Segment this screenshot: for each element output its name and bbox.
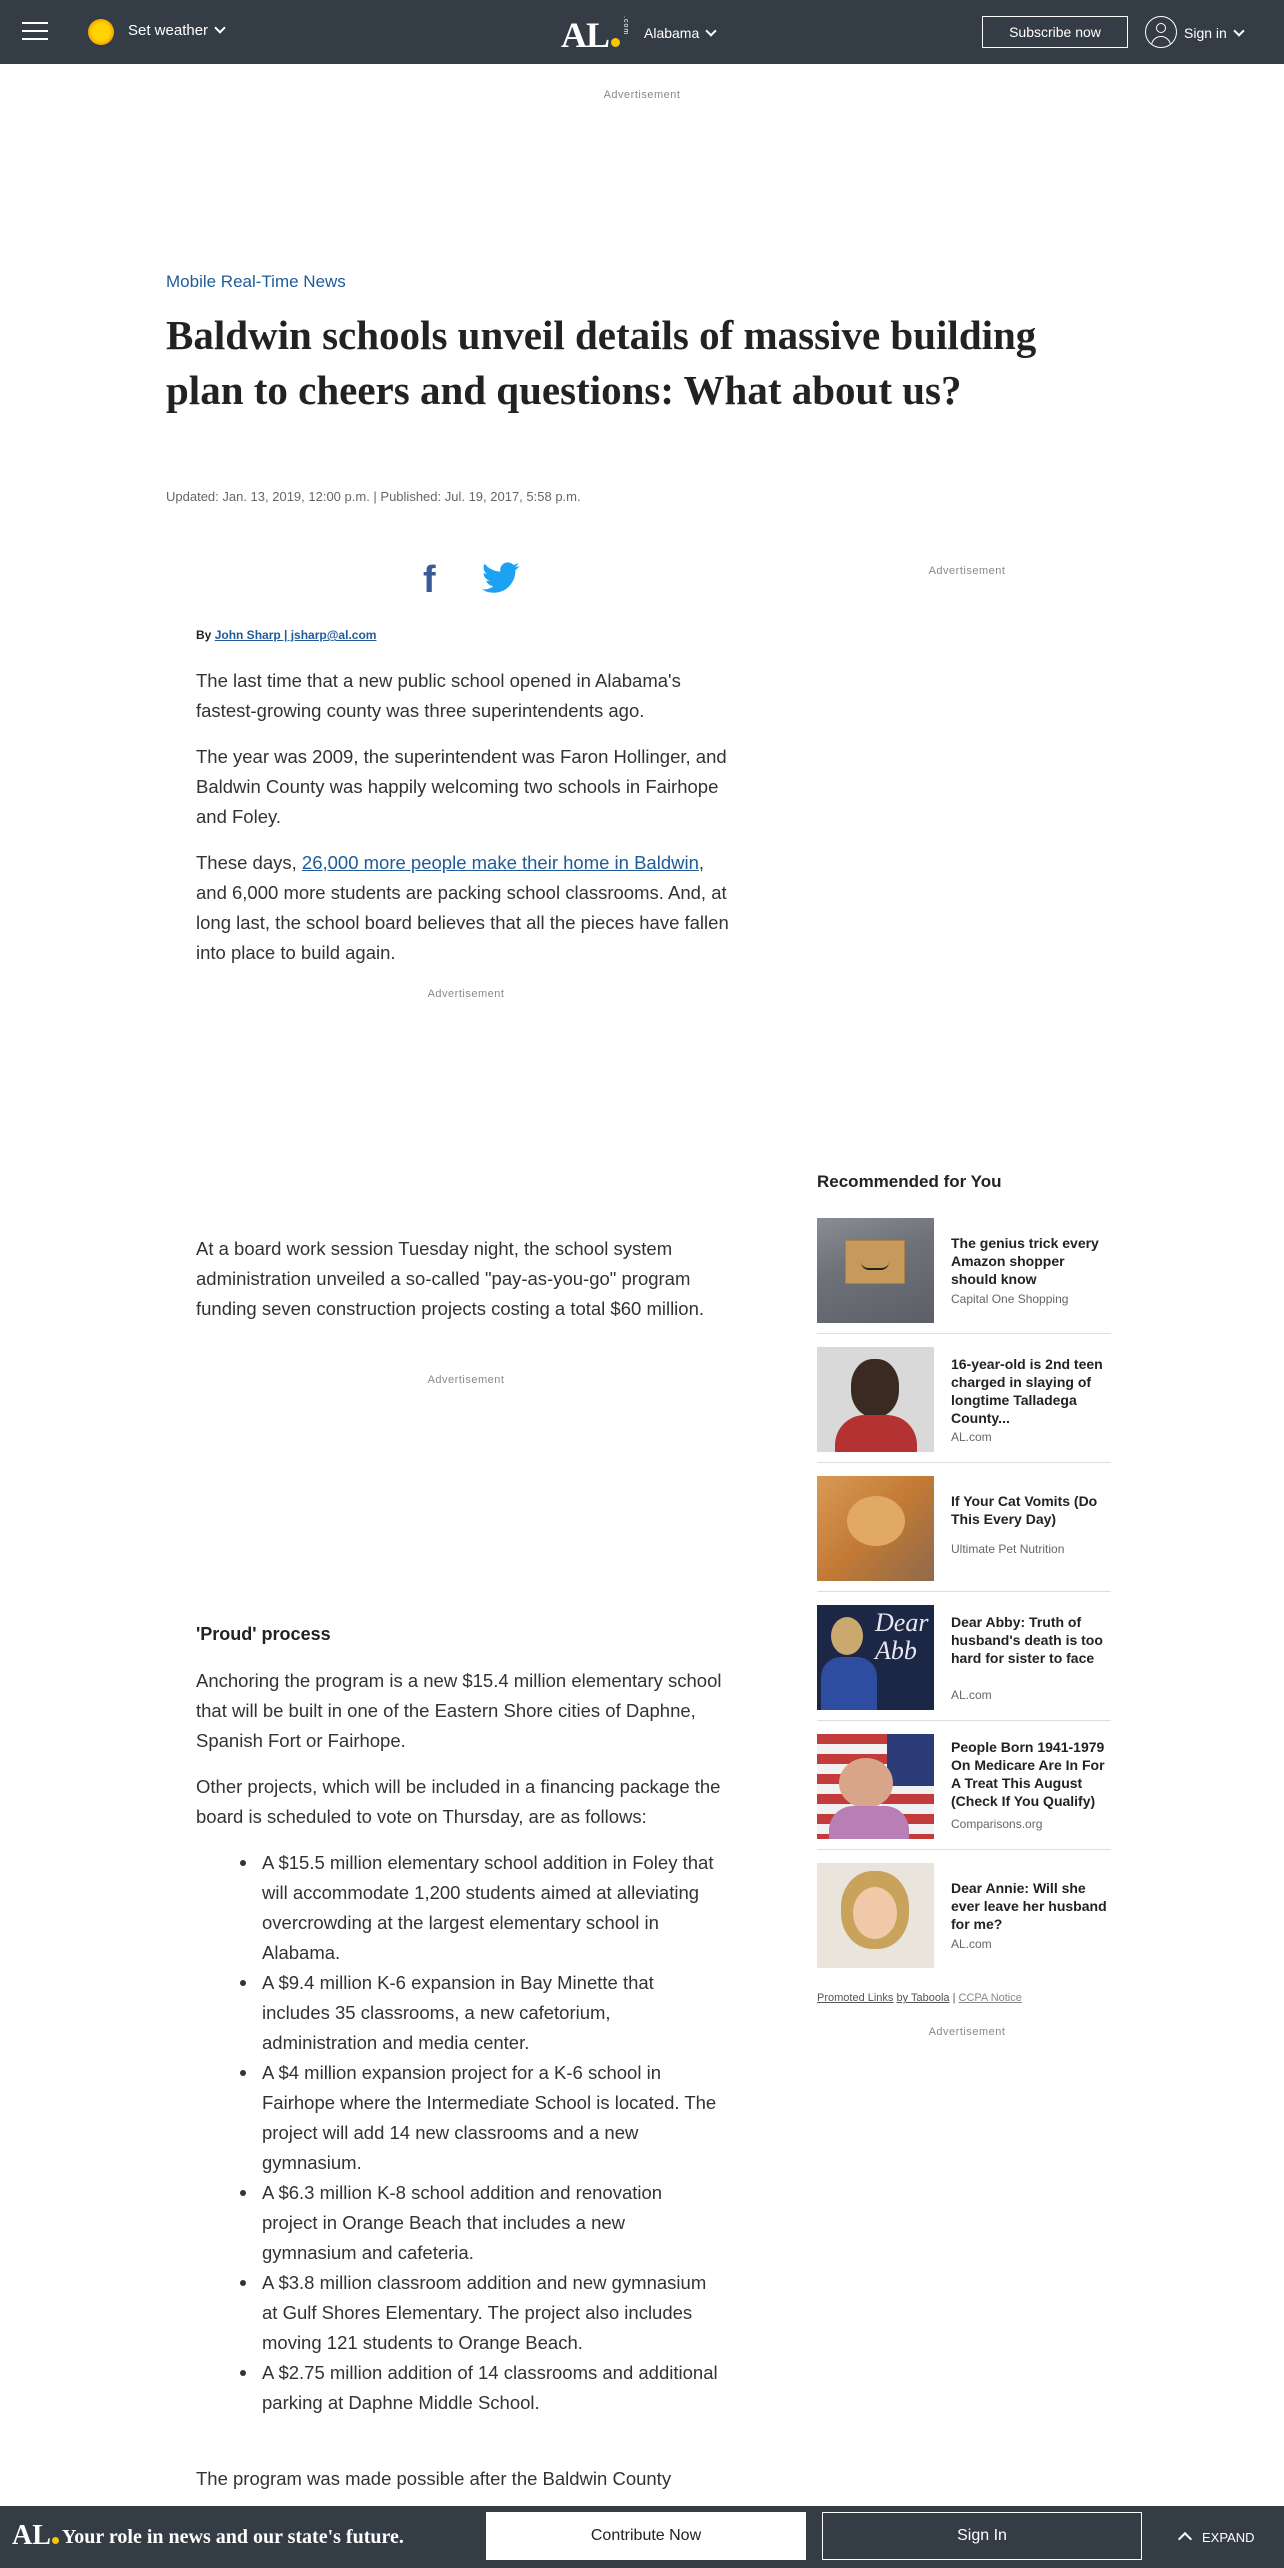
chevron-down-icon [706, 25, 717, 36]
article-headline: Baldwin schools unveil details of massive building plan to cheers and questions: What about us? [166, 312, 1037, 413]
by-taboola-link[interactable]: by Taboola [896, 1992, 950, 2004]
recommended-item[interactable] [817, 1734, 1111, 1850]
list-item: A $4 million expansion project for a K-6 school in Fairhope where the Intermediate School is located. The project will add 14 new classrooms and a new gymnasium. [262, 2058, 722, 2178]
logo-dot [611, 38, 620, 47]
recommended-thumbnail [817, 1218, 934, 1323]
thumbnail-text: Dear Abb [875, 1608, 929, 1665]
ad-label-inline-1: Advertisement [427, 988, 505, 1000]
logo-text: AL [561, 15, 610, 55]
projects-list [262, 1848, 722, 2418]
region-label: Alabama [644, 25, 700, 41]
recommended-item[interactable] [817, 1863, 1111, 1979]
byline [196, 628, 376, 642]
recommended-item-source: Capital One Shopping [951, 1292, 1069, 1306]
list-item: A $6.3 million K-8 school addition and renovation project in Orange Beach that includes a new gymnasium and cafeteria. [262, 2178, 722, 2268]
bottom-tagline: Your role in news and our state's future. [62, 2526, 404, 2548]
list-item: A $3.8 million classroom addition and new gymnasium at Gulf Shores Elementary. The project also includes moving 121 students to Orange Beach. [262, 2268, 722, 2358]
recommended-title: Recommended for You [817, 1172, 1002, 1191]
section-kicker[interactable]: Mobile Real-Time News [166, 272, 346, 291]
menu-icon[interactable] [22, 22, 48, 42]
logo-dot [52, 2537, 59, 2544]
region-selector[interactable] [644, 25, 715, 41]
ad-label-side: Advertisement [928, 565, 1006, 577]
user-icon[interactable] [1145, 16, 1177, 48]
paragraph-3-end: , and 6,000 more students are packing school classrooms. And, at long last, the school board believes that all the pieces have fallen into place to build again. [196, 852, 729, 963]
baldwin-population-link[interactable]: 26,000 more people make their home in Baldwin [301, 852, 699, 873]
recommended-item[interactable] [817, 1347, 1111, 1463]
recommended-item-title: Dear Annie: Will she ever leave her husband for me? [951, 1880, 1107, 1932]
paragraph-1: The last time that a new public school opened in Alabama's fastest-growing county was three superintendents ago. [196, 670, 681, 721]
sign-in-label: Sign in [1184, 25, 1227, 41]
recommended-item-title: The genius trick every Amazon shopper should know [951, 1235, 1099, 1287]
recommended-item-title: People Born 1941-1979 On Medicare Are In For A Treat This August (Check If You Qualify) [951, 1739, 1105, 1809]
article-dateline: Updated: Jan. 13, 2019, 12:00 p.m. | Published: Jul. 19, 2017, 5:58 p.m. [166, 489, 581, 504]
list-item: A $15.5 million elementary school addition in Foley that will accommodate 1,200 students aimed at alleviating overcrowding at the largest elementary school in Alabama. [262, 1848, 722, 1968]
recommended-item-source: AL.com [951, 1688, 992, 1702]
site-logo[interactable] [561, 14, 620, 56]
subscribe-button[interactable]: Subscribe now [982, 16, 1128, 48]
recommended-thumbnail [817, 1863, 934, 1968]
recommended-item[interactable] [817, 1605, 1111, 1721]
paragraph-6: Other projects, which will be included in a financing package the board is scheduled to vote on Thursday, are as follows: [196, 1776, 721, 1827]
recommended-item[interactable] [817, 1218, 1111, 1334]
recommended-item-title: Dear Abby: Truth of husband's death is too hard for sister to face [951, 1614, 1103, 1666]
recommended-thumbnail [817, 1476, 934, 1581]
list-item: A $9.4 million K-6 expansion in Bay Minette that includes 35 classrooms, a new cafetorium, administration and media center. [262, 1968, 722, 2058]
recommended-item-source: Comparisons.org [951, 1817, 1043, 1831]
recommended-thumbnail [817, 1347, 934, 1452]
subhead-proud-process: 'Proud' process [196, 1624, 331, 1644]
sign-in-button[interactable] [1184, 25, 1243, 41]
ad-label-top: Advertisement [603, 89, 681, 101]
recommended-item-title: 16-year-old is 2nd teen charged in slaying of longtime Talladega County... [951, 1356, 1103, 1426]
logo-sub-text: .com [622, 16, 629, 36]
top-nav [0, 0, 1284, 64]
byline-prefix: By [196, 628, 212, 642]
set-weather-button[interactable] [128, 22, 224, 39]
recommended-thumbnail [817, 1605, 934, 1710]
paragraph-2: The year was 2009, the superintendent was Faron Hollinger, and Baldwin County was happily welcoming two schools in Fairhope and Foley. [196, 746, 727, 827]
bottom-logo-text: AL [12, 2520, 51, 2551]
paragraph-7: The program was made possible after the Baldwin County [196, 2468, 672, 2489]
paragraph-3 [196, 848, 736, 968]
facebook-share-icon[interactable]: f [423, 559, 436, 601]
set-weather-label: Set weather [128, 22, 209, 39]
chevron-down-icon [214, 22, 225, 33]
ccpa-notice-link[interactable]: CCPA Notice [958, 1992, 1022, 2004]
sun-icon[interactable] [88, 19, 114, 45]
bottom-bar [0, 2506, 1284, 2568]
taboola-links: Promoted Links by Taboola | CCPA Notice [817, 1992, 1022, 2004]
bottom-sign-in-button[interactable]: Sign In [822, 2512, 1142, 2560]
recommended-item-title: If Your Cat Vomits (Do This Every Day) [951, 1493, 1098, 1527]
expand-button[interactable] [1180, 2530, 1255, 2545]
chevron-down-icon [1233, 25, 1244, 36]
paragraph-3-start: These days, [196, 852, 302, 873]
twitter-share-icon[interactable] [482, 561, 520, 595]
promoted-links[interactable]: Promoted Links [817, 1992, 894, 2004]
recommended-item-source: AL.com [951, 1937, 992, 1951]
recommended-item-source: AL.com [951, 1430, 992, 1444]
ad-label-inline-2: Advertisement [427, 1374, 505, 1386]
chevron-up-icon [1178, 2532, 1192, 2546]
author-link[interactable]: John Sharp | jsharp@al.com [214, 628, 377, 642]
list-item: A $2.75 million addition of 14 classrooms and additional parking at Daphne Middle School. [262, 2358, 722, 2418]
recommended-item[interactable] [817, 1476, 1111, 1592]
bottom-logo[interactable] [12, 2520, 59, 2552]
recommended-item-source: Ultimate Pet Nutrition [951, 1542, 1065, 1556]
contribute-now-button[interactable]: Contribute Now [486, 2512, 806, 2560]
paragraph-5: Anchoring the program is a new $15.4 million elementary school that will be built in one of the Eastern Shore cities of Daphne, Spanish Fort or Fairhope. [196, 1670, 722, 1751]
paragraph-4: At a board work session Tuesday night, the school system administration unveiled a so-called "pay-as-you-go" program funding seven construction projects costing a total $60 million. [196, 1238, 705, 1319]
expand-label: EXPAND [1202, 2530, 1255, 2545]
recommended-thumbnail [817, 1734, 934, 1839]
ad-label-side-2: Advertisement [928, 2026, 1006, 2038]
